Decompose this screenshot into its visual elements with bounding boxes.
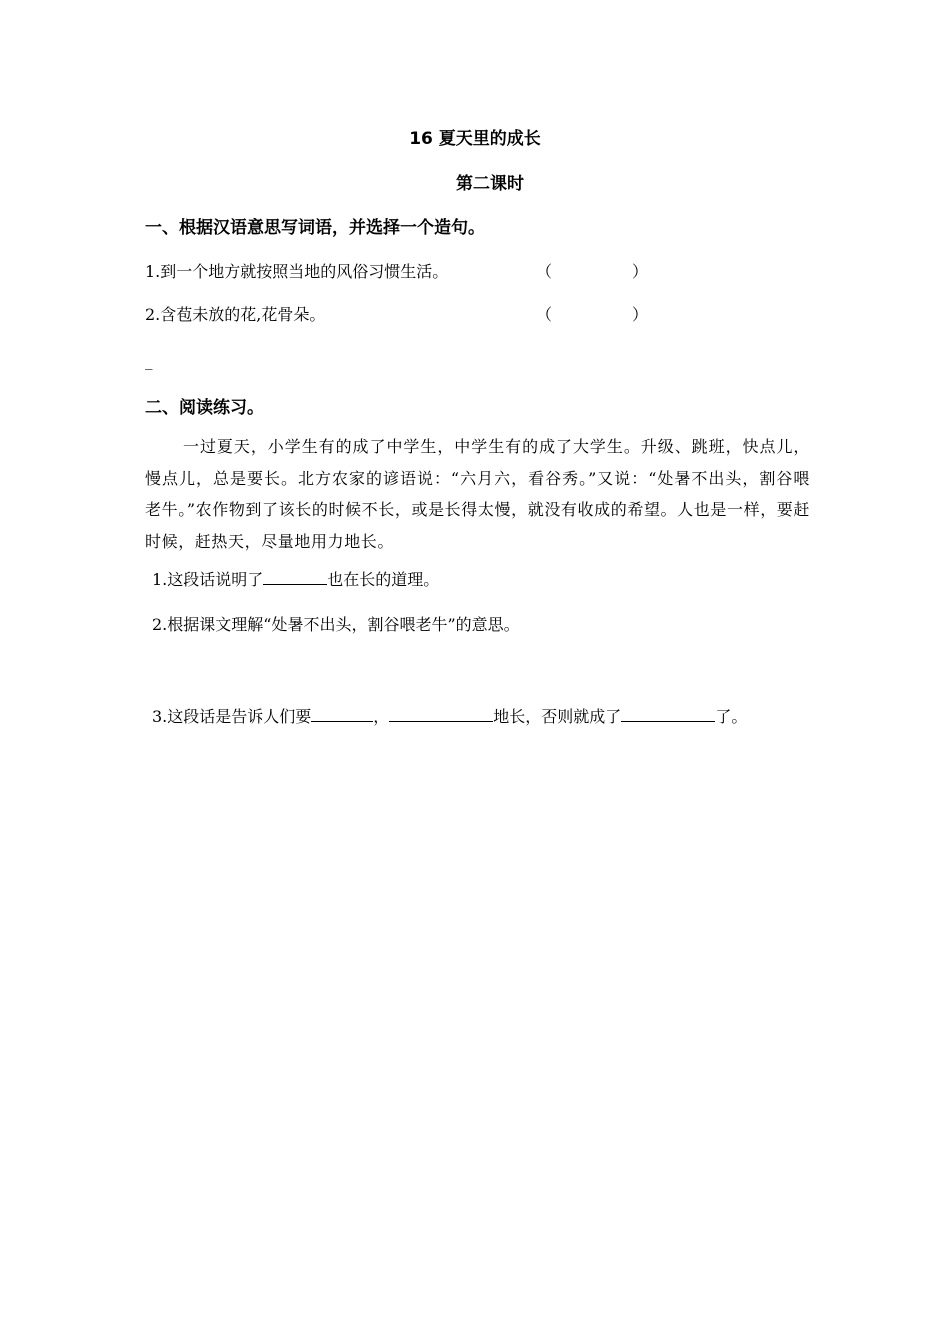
lesson-subtitle: 第二课时 (456, 174, 524, 194)
reading-question-2: 2.根据课文理解“处暑不出头，割谷喂老牛”的意思。 (152, 615, 520, 634)
vocab-question-1: 1.到一个地方就按照当地的风俗习惯生活。 (145, 262, 449, 281)
reading-question-3-comma: ， (373, 707, 390, 726)
fill-blank[interactable] (389, 707, 493, 722)
answer-bracket-open-2: （ (536, 305, 553, 324)
reading-question-3-start: 3.这段话是告诉人们要 (152, 707, 312, 726)
vocab-question-2: 2.含苞未放的花,花骨朵。 (145, 305, 326, 324)
answer-bracket-close-2: ） (632, 305, 649, 324)
reading-question-1-start: 1.这段话说明了 (152, 570, 264, 589)
page-title: 16 夏天里的成长 (409, 129, 541, 149)
fill-blank[interactable] (311, 707, 373, 722)
section1-heading: 一、根据汉语意思写词语，并选择一个造句。 (145, 218, 485, 238)
reading-question-1-end: 也在长的道理。 (327, 570, 440, 589)
section2-heading: 二、阅读练习。 (145, 398, 264, 418)
reading-question-3-end: 了。 (715, 707, 748, 726)
fill-blank[interactable] (263, 570, 327, 585)
reading-passage: 一过夏天，小学生有的成了中学生，中学生有的成了大学生。升级、跳班，快点儿，慢点儿，总是要长。北方农家的谚语说：“六月六，看谷秀。”又说：“处暑不出头，割谷喂老牛。”农作物到了该长的时候不长，或是长得太慢，就没有收成的希望。人也是一样，要赶时候，赶热天，尽量地用力地长。 (145, 437, 810, 551)
fill-blank[interactable] (621, 707, 715, 722)
reading-question-1 (152, 567, 439, 590)
answer-bracket-close-1: ） (632, 262, 649, 281)
stray-mark: _ (145, 352, 153, 370)
reading-question-3 (152, 704, 747, 727)
reading-question-3-middle: 地长，否则就成了 (493, 707, 622, 726)
answer-bracket-open-1: （ (536, 262, 553, 281)
